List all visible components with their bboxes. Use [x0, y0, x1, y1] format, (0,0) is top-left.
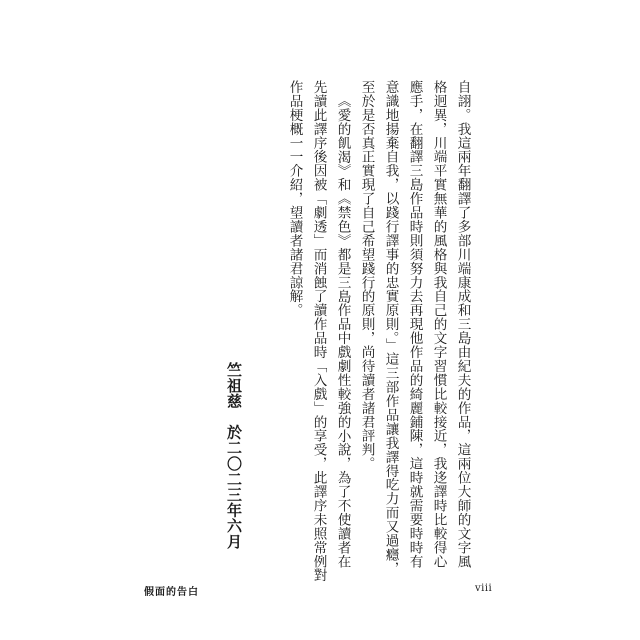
running-footer-title: 假面的告白 [144, 587, 199, 598]
text-column-8: 作品梗概一一介紹，望讀者諸君諒解。 [286, 80, 303, 318]
text-column-7: 先讀此譯序後因被「劇透」而消蝕了讀作品時「入戲」的享受，此譯序未照常例對 [310, 80, 327, 583]
text-column-6: 《愛的飢渴》和《禁色》都是三島作品中戲劇性較強的小說，為了不使讀者在 [334, 94, 351, 569]
text-column-2: 格迥異，川端平實無華的風格與我自己的文字習慣比較接近，我迻譯時比較得心 [430, 80, 447, 569]
text-column-4: 意識地揚棄自我，以踐行譯事的忠實原則。」這三部作品讓我譯得吃力而又過癮， [382, 80, 399, 576]
text-column-1: 自詡。我這兩年翻譯了多部川端康成和三島由紀夫的作品，這兩位大師的文字風 [454, 80, 471, 569]
text-column-3: 應手，在翻譯三島作品時則須努力去再現他作品的綺麗鋪陳，這時就需要時時有 [406, 80, 423, 569]
text-column-5: 至於是否真正實現了自己希望踐行的原則，尚待讀者諸君評判。 [358, 80, 375, 471]
signature: 竺祖慈 於二〇二三年六月 [225, 362, 243, 550]
page-number: viii [475, 583, 493, 594]
